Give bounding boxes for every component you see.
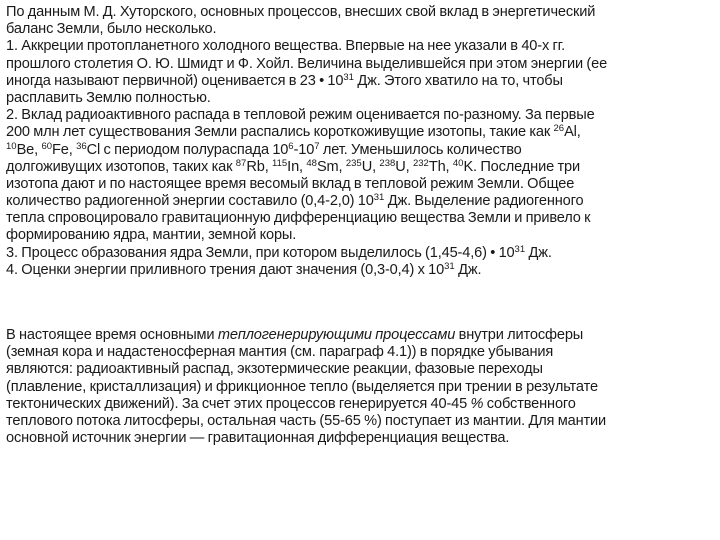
text-line <box>6 159 712 176</box>
text-run: иногда называют первичной) оценивается в 23 • 10 <box>6 72 344 89</box>
text-run: собственного <box>483 395 576 412</box>
text-line <box>6 327 712 344</box>
text-run: Дж. Выделение радиогенного <box>384 193 584 210</box>
text-run: формированию ядра, мантии, земной коры. <box>6 227 297 244</box>
superscript: 115 <box>272 157 288 169</box>
superscript: 60 <box>41 140 53 152</box>
text-run: лет. Уменьшилось количество <box>319 141 522 158</box>
text-run: 200 млн лет существования Земли распались короткоживущие изотопы, такие как <box>6 124 554 141</box>
text-run: Be, <box>16 141 42 158</box>
superscript: 235 <box>345 157 362 169</box>
text-run: тектонических движений). За счет этих процессов генерируется 40-45 <box>6 395 471 412</box>
superscript: 232 <box>412 157 429 169</box>
text-line <box>6 4 712 21</box>
text-run: Fe, <box>52 141 77 158</box>
text-run: (земная кора и надастеносферная мантия (см. параграф 4.1)) в порядке убывания <box>6 344 554 361</box>
text-line <box>6 56 712 73</box>
text-line <box>6 210 712 227</box>
text-line <box>6 430 712 447</box>
superscript: 48 <box>306 157 317 169</box>
superscript: 7 <box>314 140 320 152</box>
text-line <box>6 90 712 107</box>
text-run: изотопа дают и по настоящее время весомый вклад в тепловой режим Земли. Общее <box>6 175 575 192</box>
paragraph-energy-balance <box>6 4 712 279</box>
text-run: прошлого столетия О. Ю. Шмидт и Ф. Хойл. Величина выделившейся при этом энергии (ее <box>6 55 608 72</box>
superscript: 31 <box>343 71 354 83</box>
text-line <box>6 21 712 38</box>
text-run: -10 <box>293 141 315 158</box>
text-line <box>6 245 712 262</box>
superscript: 87 <box>235 157 247 169</box>
paragraph-heat-generation <box>6 327 712 447</box>
text-run: тепла спровоцировало гравитационную дифференциацию вещества Земли и привело к <box>6 210 591 227</box>
text-run: являются: радиоактивный распад, экзотермические реакции, фазовые переходы <box>6 361 543 378</box>
superscript: 31 <box>514 243 526 255</box>
text-run: баланс Земли, было несколько. <box>6 21 217 38</box>
text-run: количество радиогенной энергии составило (0,4-2,0) 10 <box>6 193 374 210</box>
superscript: 31 <box>373 192 385 204</box>
text-run: Rb, <box>246 158 273 175</box>
text-run: U, <box>395 158 413 175</box>
text-line <box>6 379 712 396</box>
text-run: Th, <box>428 158 453 175</box>
text-line <box>6 142 712 159</box>
text-run: долгоживущих изотопов, таких как <box>6 158 236 175</box>
text-run: Дж. <box>525 244 552 261</box>
text-run: 2. Вклад радиоактивного распада в тепловой режим оценивается по-разному. За первые <box>6 107 595 124</box>
superscript: 40 <box>452 157 464 169</box>
superscript: 26 <box>553 123 565 135</box>
emphasis-text: теплогенерирующими процессами <box>217 327 456 343</box>
text-run: 4. Оценки энергии приливного трения дают значения (0,3-0,4) х 10 <box>6 261 445 278</box>
text-run: (плавление, кристаллизация) и фрикционное тепло (выделяется при трении в результате <box>6 378 598 395</box>
text-line <box>6 396 712 413</box>
text-run: основной источник энергии — гравитационная дифференциация вещества. <box>6 430 510 447</box>
text-line <box>6 262 712 279</box>
text-run: внутри литосферы <box>455 327 584 343</box>
text-run: Al, <box>564 124 581 141</box>
text-line <box>6 107 712 124</box>
text-line <box>6 38 712 55</box>
text-run: В настоящее время основными <box>6 327 218 343</box>
text-run: Дж. Этого хватило на то, чтобы <box>353 72 563 89</box>
text-run: теплового потока литосферы, остальная часть (55-65 %) поступает из мантии. Для мантии <box>6 412 607 429</box>
text-run: K. Последние три <box>463 158 580 175</box>
superscript: 6 <box>288 140 294 152</box>
superscript: 238 <box>379 157 396 169</box>
text-line <box>6 193 712 210</box>
text-line <box>6 361 712 378</box>
text-run: 1. Аккреции протопланетного холодного вещества. Впервые на нее указали в 40-х гг. <box>6 38 565 55</box>
text-run: Sm, <box>316 158 346 175</box>
text-run: По данным М. Д. Хуторского, основных процессов, внесших свой вклад в энергетический <box>6 4 596 20</box>
text-line <box>6 176 712 193</box>
superscript: 36 <box>76 140 87 152</box>
text-line <box>6 227 712 244</box>
text-run: Cl с периодом полураспада 10 <box>86 141 289 158</box>
superscript: 31 <box>444 260 455 272</box>
text-line <box>6 73 712 90</box>
text-run: расплавить Землю полностью. <box>6 89 211 106</box>
superscript: 10 <box>6 140 17 152</box>
emphasis-text: % <box>470 395 484 412</box>
text-run: Дж. <box>454 261 482 278</box>
text-line <box>6 124 712 141</box>
text-line <box>6 344 712 361</box>
text-run: U, <box>361 158 380 175</box>
text-run: In, <box>287 158 307 175</box>
text-run: 3. Процесс образования ядра Земли, при котором выделилось (1,45-4,6) • 10 <box>6 244 515 261</box>
text-line <box>6 413 712 430</box>
